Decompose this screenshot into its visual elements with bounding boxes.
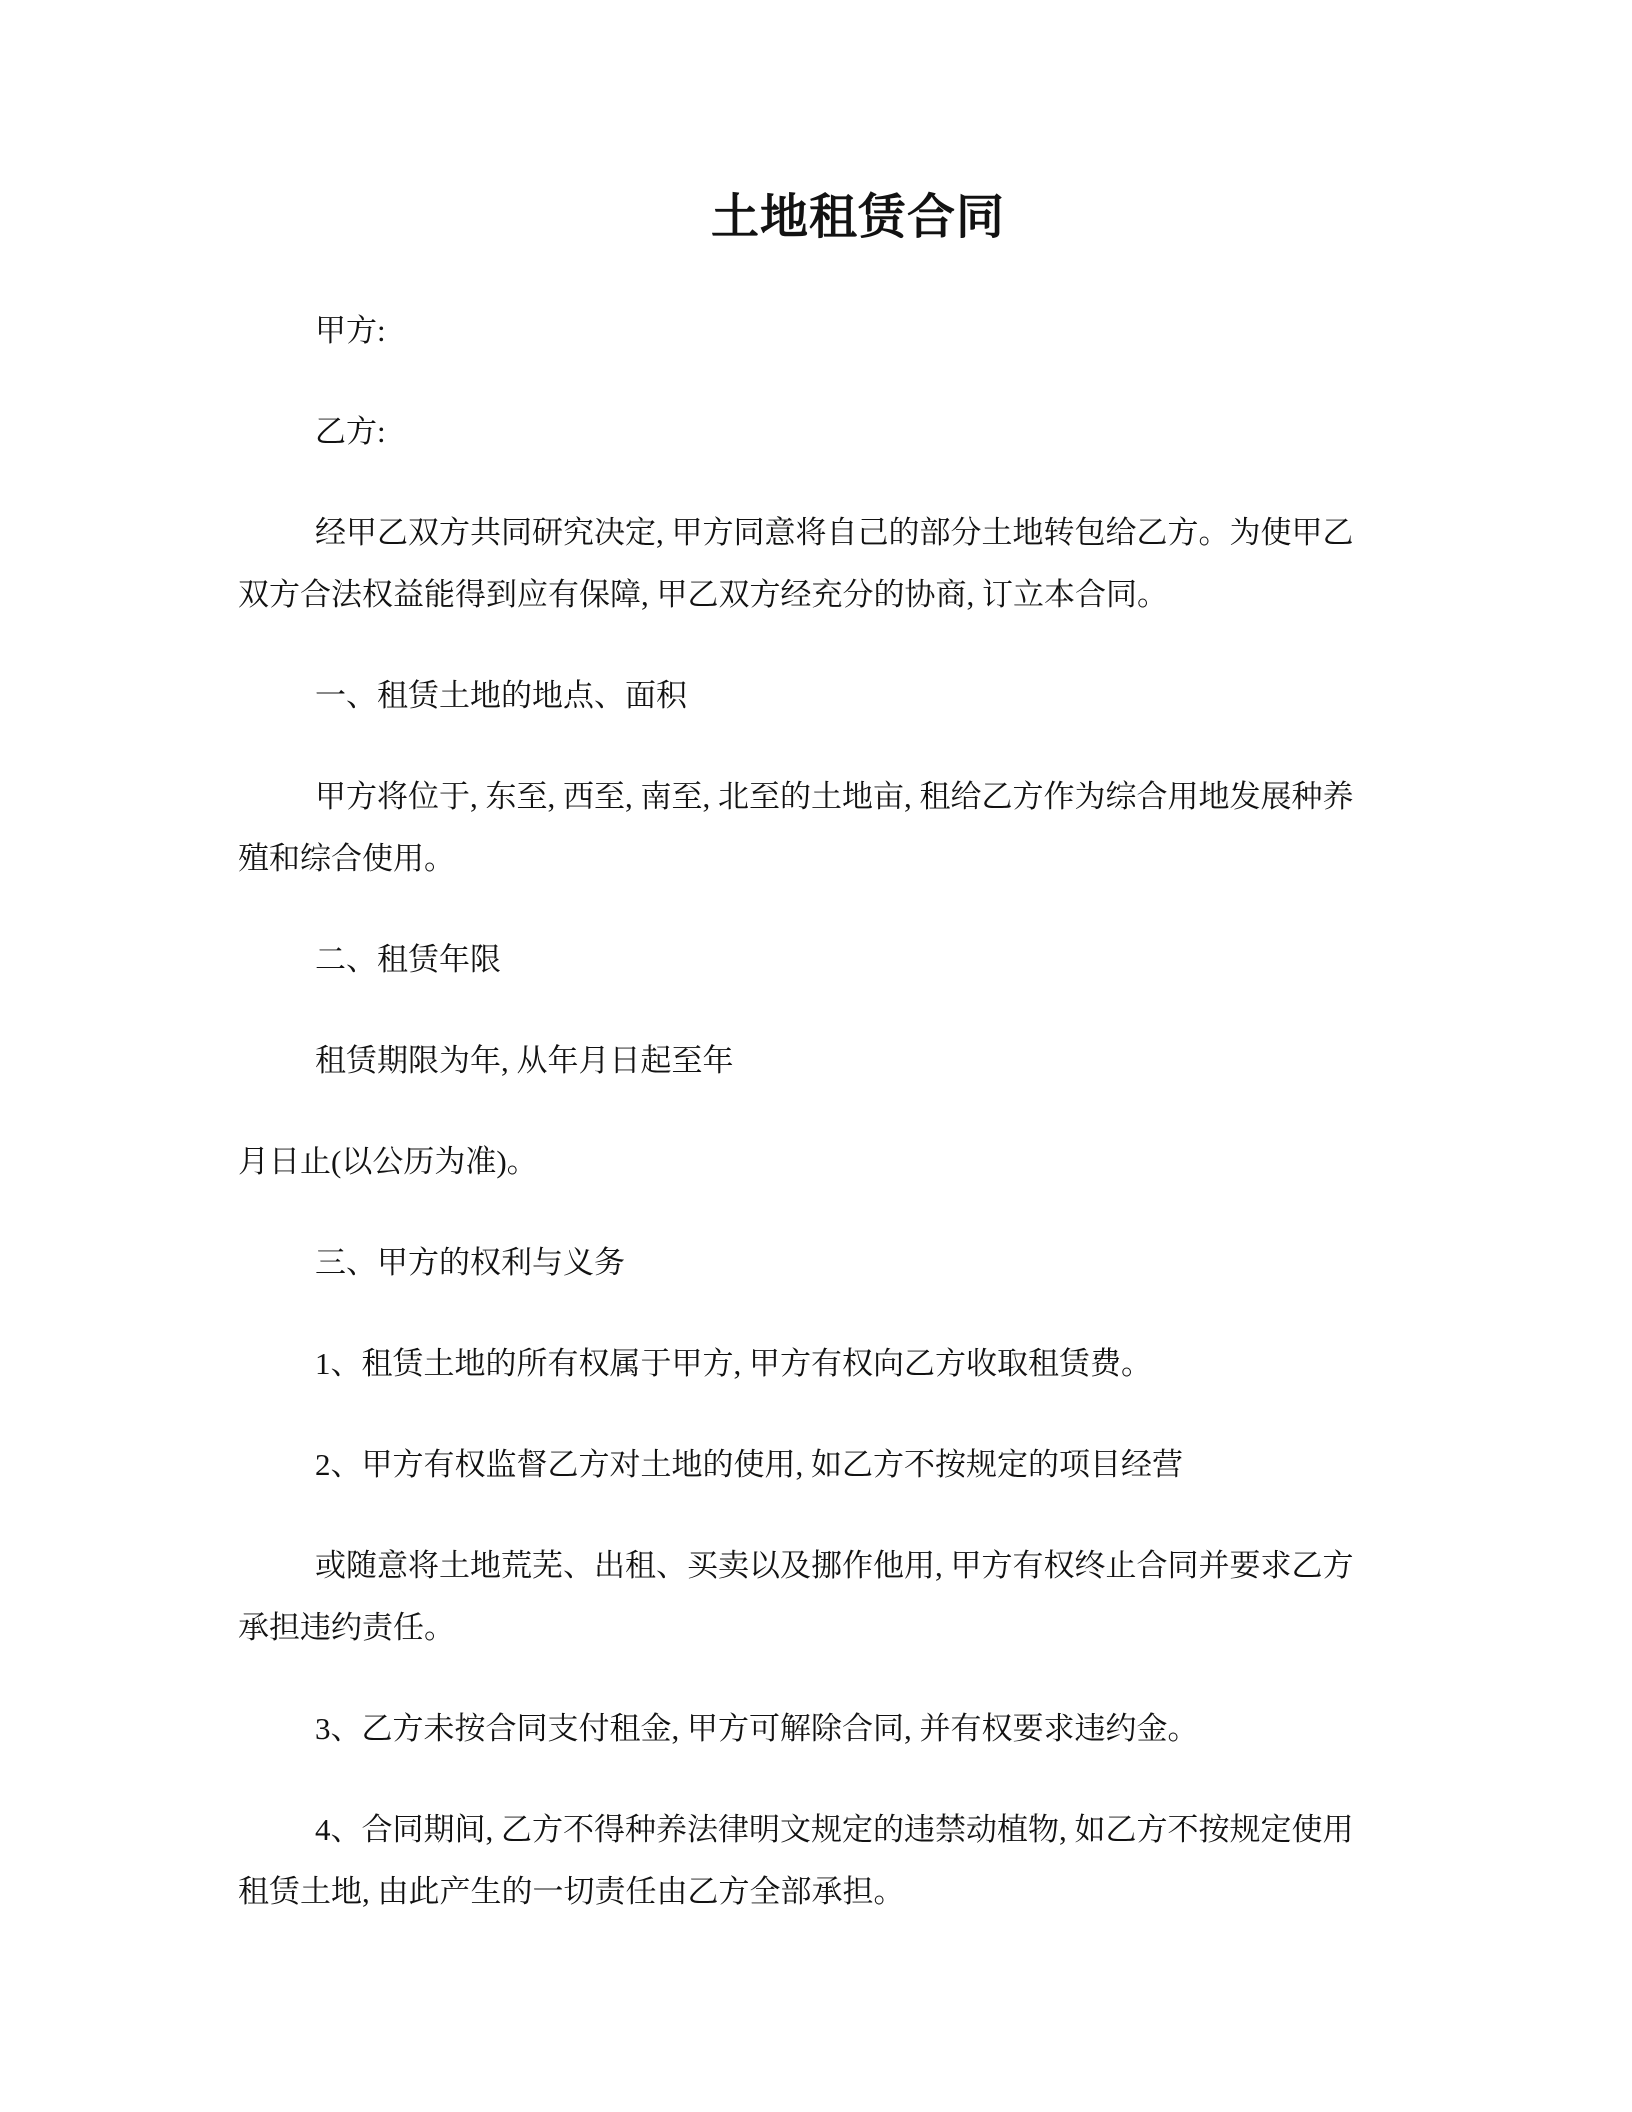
text-line: 经甲乙双方共同研究决定, 甲方同意将自己的部分土地转包给乙方。为使甲乙 xyxy=(315,515,1354,550)
document-body xyxy=(0,300,1398,1923)
document-title: 土地租赁合同 xyxy=(710,191,1005,244)
party-b-line xyxy=(238,401,1398,463)
text-line: 乙方: xyxy=(315,414,386,449)
clause-3 xyxy=(238,1698,1398,1760)
text-line: 一、租赁土地的地点、面积 xyxy=(315,678,687,713)
text-line: 3、乙方未按合同支付租金, 甲方可解除合同, 并有权要求违约金。 xyxy=(315,1711,1199,1746)
section-2-heading xyxy=(238,929,1398,991)
section-1-heading xyxy=(238,665,1398,727)
text-line: 双方合法权益能得到应有保障, 甲乙双方经充分的协商, 订立本合同。 xyxy=(238,577,1168,612)
clause-2-continued xyxy=(238,1535,1398,1659)
section-1-body xyxy=(238,766,1398,890)
text-line: 4、合同期间, 乙方不得种养法律明文规定的违禁动植物, 如乙方不按规定使用 xyxy=(315,1812,1354,1847)
party-a-line xyxy=(238,300,1398,362)
text-line: 承担违约责任。 xyxy=(238,1610,455,1645)
section-2-term-end xyxy=(238,1131,1398,1193)
text-line: 二、租赁年限 xyxy=(315,942,501,977)
clause-4 xyxy=(238,1799,1398,1923)
text-line: 2、甲方有权监督乙方对土地的使用, 如乙方不按规定的项目经营 xyxy=(315,1447,1183,1482)
text-line: 三、甲方的权利与义务 xyxy=(315,1245,625,1280)
text-line: 租赁土地, 由此产生的一切责任由乙方全部承担。 xyxy=(238,1874,905,1909)
text-line: 1、租赁土地的所有权属于甲方, 甲方有权向乙方收取租赁费。 xyxy=(315,1346,1152,1381)
preamble xyxy=(238,502,1398,626)
clause-2 xyxy=(238,1434,1398,1496)
text-line: 月日止(以公历为准)。 xyxy=(238,1144,538,1179)
section-3-heading xyxy=(238,1232,1398,1294)
section-2-term-start xyxy=(238,1030,1398,1092)
clause-1 xyxy=(238,1333,1398,1395)
text-line: 或随意将土地荒芜、出租、买卖以及挪作他用, 甲方有权终止合同并要求乙方 xyxy=(315,1548,1354,1583)
text-line: 殖和综合使用。 xyxy=(238,841,455,876)
text-line: 甲方: xyxy=(315,313,386,348)
text-line: 租赁期限为年, 从年月日起至年 xyxy=(315,1043,734,1078)
text-line: 甲方将位于, 东至, 西至, 南至, 北至的土地亩, 租给乙方作为综合用地发展种养 xyxy=(315,779,1354,814)
